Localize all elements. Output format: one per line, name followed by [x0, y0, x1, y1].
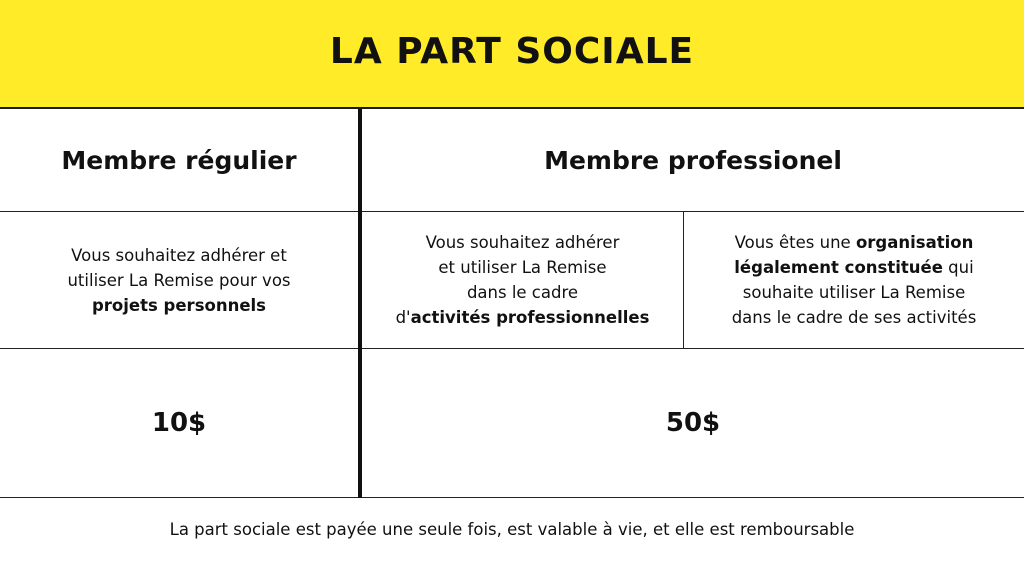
description-emphasis: légalement constituée — [734, 258, 943, 277]
description-text: qui — [942, 258, 974, 277]
description-line: utiliser La Remise pour vos — [67, 270, 291, 290]
regular-price-value: 10$ — [151, 408, 207, 438]
description-emphasis: activités professionnelles — [410, 308, 650, 327]
professional-price — [362, 349, 1024, 497]
regular-price — [0, 349, 358, 497]
regular-member-heading-text: Membre régulier — [61, 146, 297, 175]
description-line: Vous souhaitez adhérer — [425, 233, 620, 252]
description-line: et utiliser La Remise — [438, 258, 607, 277]
professional-price-value: 50$ — [665, 408, 721, 438]
regular-member-heading — [0, 110, 358, 211]
description-line: dans le cadre de ses activités — [731, 308, 977, 327]
description-line: souhaite utiliser La Remise — [742, 283, 966, 302]
description-emphasis: organisation — [855, 233, 974, 252]
pro-individual-description — [362, 212, 683, 348]
footer-note: La part sociale est payée une seule fois, est valable à vie, et elle est remboursable — [169, 520, 855, 539]
description-line: dans le cadre — [466, 283, 579, 302]
title-banner — [0, 0, 1024, 109]
professional-member-heading-text: Membre professionel — [544, 146, 842, 175]
description-emphasis: projets personnels — [91, 295, 267, 315]
description-line: Vous souhaitez adhérer et — [71, 245, 287, 265]
description-text: Vous êtes une — [734, 233, 856, 252]
professional-member-heading — [362, 110, 1024, 211]
row-divider — [0, 497, 1024, 498]
pro-organization-description — [684, 212, 1024, 348]
description-text: d' — [395, 308, 411, 327]
regular-member-description — [0, 212, 358, 348]
page-title: LA PART SOCIALE — [329, 31, 695, 72]
